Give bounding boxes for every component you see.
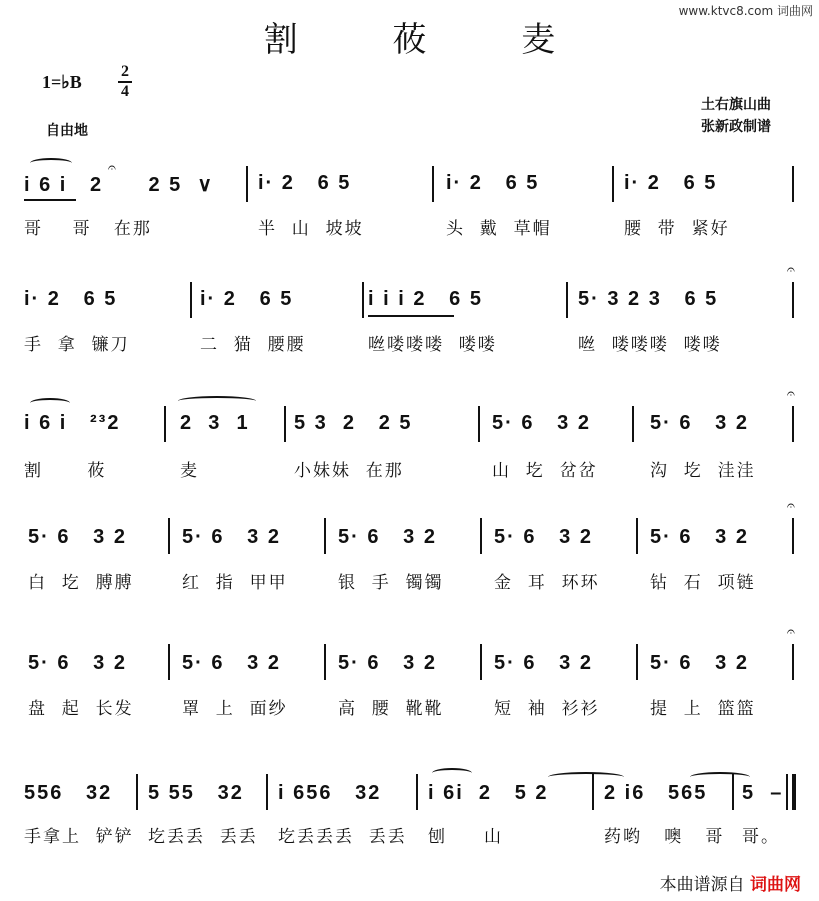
measure-2-4-notes: 5· 3 2 3 6 5 (578, 288, 719, 310)
measure-5-2-notes: 5· 6 3 2 (182, 652, 281, 674)
fermata-icon: 𝄐 (787, 262, 795, 278)
barline (792, 166, 794, 202)
barline (480, 644, 482, 680)
fermata-icon: 𝄐 (787, 498, 795, 514)
lyrics-6-5: 药哟 噢 哥 (604, 827, 725, 847)
lyrics-5-4: 短 袖 衫衫 (494, 699, 600, 719)
measure-5-3-notes: 5· 6 3 2 (338, 652, 437, 674)
measure-1-2-notes: i· 2 6 5 (258, 172, 352, 194)
time-signature (118, 64, 132, 100)
barline (168, 518, 170, 554)
song-title: 割 莜 麦 (263, 20, 598, 60)
barline (190, 282, 192, 318)
barline (792, 518, 794, 554)
measure-1-3-notes: i· 2 6 5 (446, 172, 540, 194)
final-barline-thick (792, 774, 796, 810)
measure-2-3-notes: i i i 2 6 5 (368, 288, 483, 310)
lyrics-1-4: 腰 带 紧好 (624, 219, 730, 239)
barline (432, 166, 434, 202)
lyrics-4-4: 金 耳 环环 (494, 573, 600, 593)
barline (324, 644, 326, 680)
barline (246, 166, 248, 202)
measure-6-5-notes: 2 i6 565 (604, 782, 708, 804)
lyrics-2-3: 咝喽喽喽 喽喽 (368, 335, 497, 355)
measure-3-4-notes: 5· 6 3 2 (492, 412, 591, 434)
measure-6-2-notes: 5 55 32 (148, 782, 244, 804)
lyrics-5-2: 罩 上 面纱 (182, 699, 288, 719)
barline (792, 282, 794, 318)
barline (168, 644, 170, 680)
lyrics-6-4: 刨 山 (428, 827, 504, 847)
barline (612, 166, 614, 202)
barline (566, 282, 568, 318)
watermark: www.ktvc8.com 词曲网 (678, 4, 813, 18)
measure-3-1-notes: i 6 i ²³2 (24, 412, 121, 434)
source-footer (660, 870, 801, 895)
barline (324, 518, 326, 554)
measure-1-1-notes: i 6 i 2 2 5 ∨ (24, 174, 215, 196)
measure-2-1-notes: i· 2 6 5 (24, 288, 118, 310)
tempo-marking: 自由地 (46, 123, 88, 139)
lyrics-5-3: 高 腰 靴靴 (338, 699, 444, 719)
fermata-icon: 𝄐 (787, 386, 795, 402)
credit-origin: 土右旗山曲 (701, 97, 771, 113)
barline (792, 644, 794, 680)
barline (480, 518, 482, 554)
lyrics-3-3: 小妹妹 在那 (294, 461, 404, 481)
barline (164, 406, 166, 442)
measure-2-2-notes: i· 2 6 5 (200, 288, 294, 310)
measure-3-3-notes: 5 3 2 2 5 (294, 412, 413, 434)
lyrics-3-5: 沟 圪 洼洼 (650, 461, 756, 481)
meter-bottom: 4 (121, 83, 129, 100)
lyrics-4-5: 钻 石 项链 (650, 573, 756, 593)
measure-4-2-notes: 5· 6 3 2 (182, 526, 281, 548)
fermata-icon: 𝄐 (787, 624, 795, 640)
measure-4-5-notes: 5· 6 3 2 (650, 526, 749, 548)
lyrics-6-6: 哥。 (742, 827, 780, 847)
lyrics-4-1: 白 圪 膊膊 (28, 573, 134, 593)
measure-4-4-notes: 5· 6 3 2 (494, 526, 593, 548)
lyrics-6-1: 手拿上 铲铲 (24, 827, 134, 847)
lyrics-5-5: 提 上 篮篮 (650, 699, 756, 719)
barline (792, 406, 794, 442)
lyrics-1-2: 半 山 坡坡 (258, 219, 364, 239)
barline (136, 774, 138, 810)
barline (362, 282, 364, 318)
lyrics-4-2: 红 指 甲甲 (182, 573, 288, 593)
barline (636, 644, 638, 680)
lyrics-4-3: 银 手 镯镯 (338, 573, 444, 593)
measure-6-3-notes: i 656 32 (278, 782, 382, 804)
fermata-icon: 𝄐 (108, 160, 116, 176)
lyrics-1-3: 头 戴 草帽 (446, 219, 552, 239)
source-label: 本曲谱源自 (659, 875, 745, 895)
triplet-slur (30, 398, 70, 408)
barline-dashed (284, 406, 286, 442)
key-signature: 1=♭B (42, 72, 82, 92)
tie (548, 772, 624, 782)
measure-4-1-notes: 5· 6 3 2 (28, 526, 127, 548)
meter-top: 2 (121, 63, 129, 80)
final-barline-thin (786, 774, 788, 810)
measure-4-3-notes: 5· 6 3 2 (338, 526, 437, 548)
triplet-slur (30, 158, 72, 168)
measure-6-6-notes: 5 – (742, 782, 784, 804)
measure-3-5-notes: 5· 6 3 2 (650, 412, 749, 434)
measure-5-4-notes: 5· 6 3 2 (494, 652, 593, 674)
lyrics-2-4: 咝 喽喽喽 喽喽 (578, 335, 722, 355)
measure-3-2-notes: 2 3 1 (180, 412, 250, 434)
lyrics-6-2: 圪丢丢 丢丢 (148, 827, 258, 847)
triplet-slur (432, 768, 472, 778)
barline (416, 774, 418, 810)
source-brand-link[interactable]: 词曲网 (750, 875, 801, 895)
barline (636, 518, 638, 554)
lyrics-3-2: 麦 (180, 461, 199, 481)
lyrics-5-1: 盘 起 长发 (28, 699, 134, 719)
measure-5-1-notes: 5· 6 3 2 (28, 652, 127, 674)
credits (701, 94, 771, 138)
beam (368, 315, 454, 317)
lyrics-2-1: 手 拿 镰刀 (24, 335, 130, 355)
lyrics-2-2: 二 猫 腰腰 (200, 335, 306, 355)
barline (478, 406, 480, 442)
credit-arranger: 张新政制谱 (701, 119, 771, 135)
slur (178, 396, 256, 406)
lyrics-6-3: 圪丢丢丢 丢丢 (278, 827, 407, 847)
beam (24, 199, 76, 201)
barline (266, 774, 268, 810)
measure-5-5-notes: 5· 6 3 2 (650, 652, 749, 674)
barline (632, 406, 634, 442)
measure-6-4-notes: i 6i 2 5 2 (428, 782, 549, 804)
tie (690, 772, 750, 782)
lyrics-1-1: 哥 哥 在那 (24, 219, 152, 239)
measure-1-4-notes: i· 2 6 5 (624, 172, 718, 194)
lyrics-3-1: 割 莜 (24, 461, 107, 481)
measure-6-1-notes: 556 32 (24, 782, 113, 804)
lyrics-3-4: 山 圪 岔岔 (492, 461, 598, 481)
